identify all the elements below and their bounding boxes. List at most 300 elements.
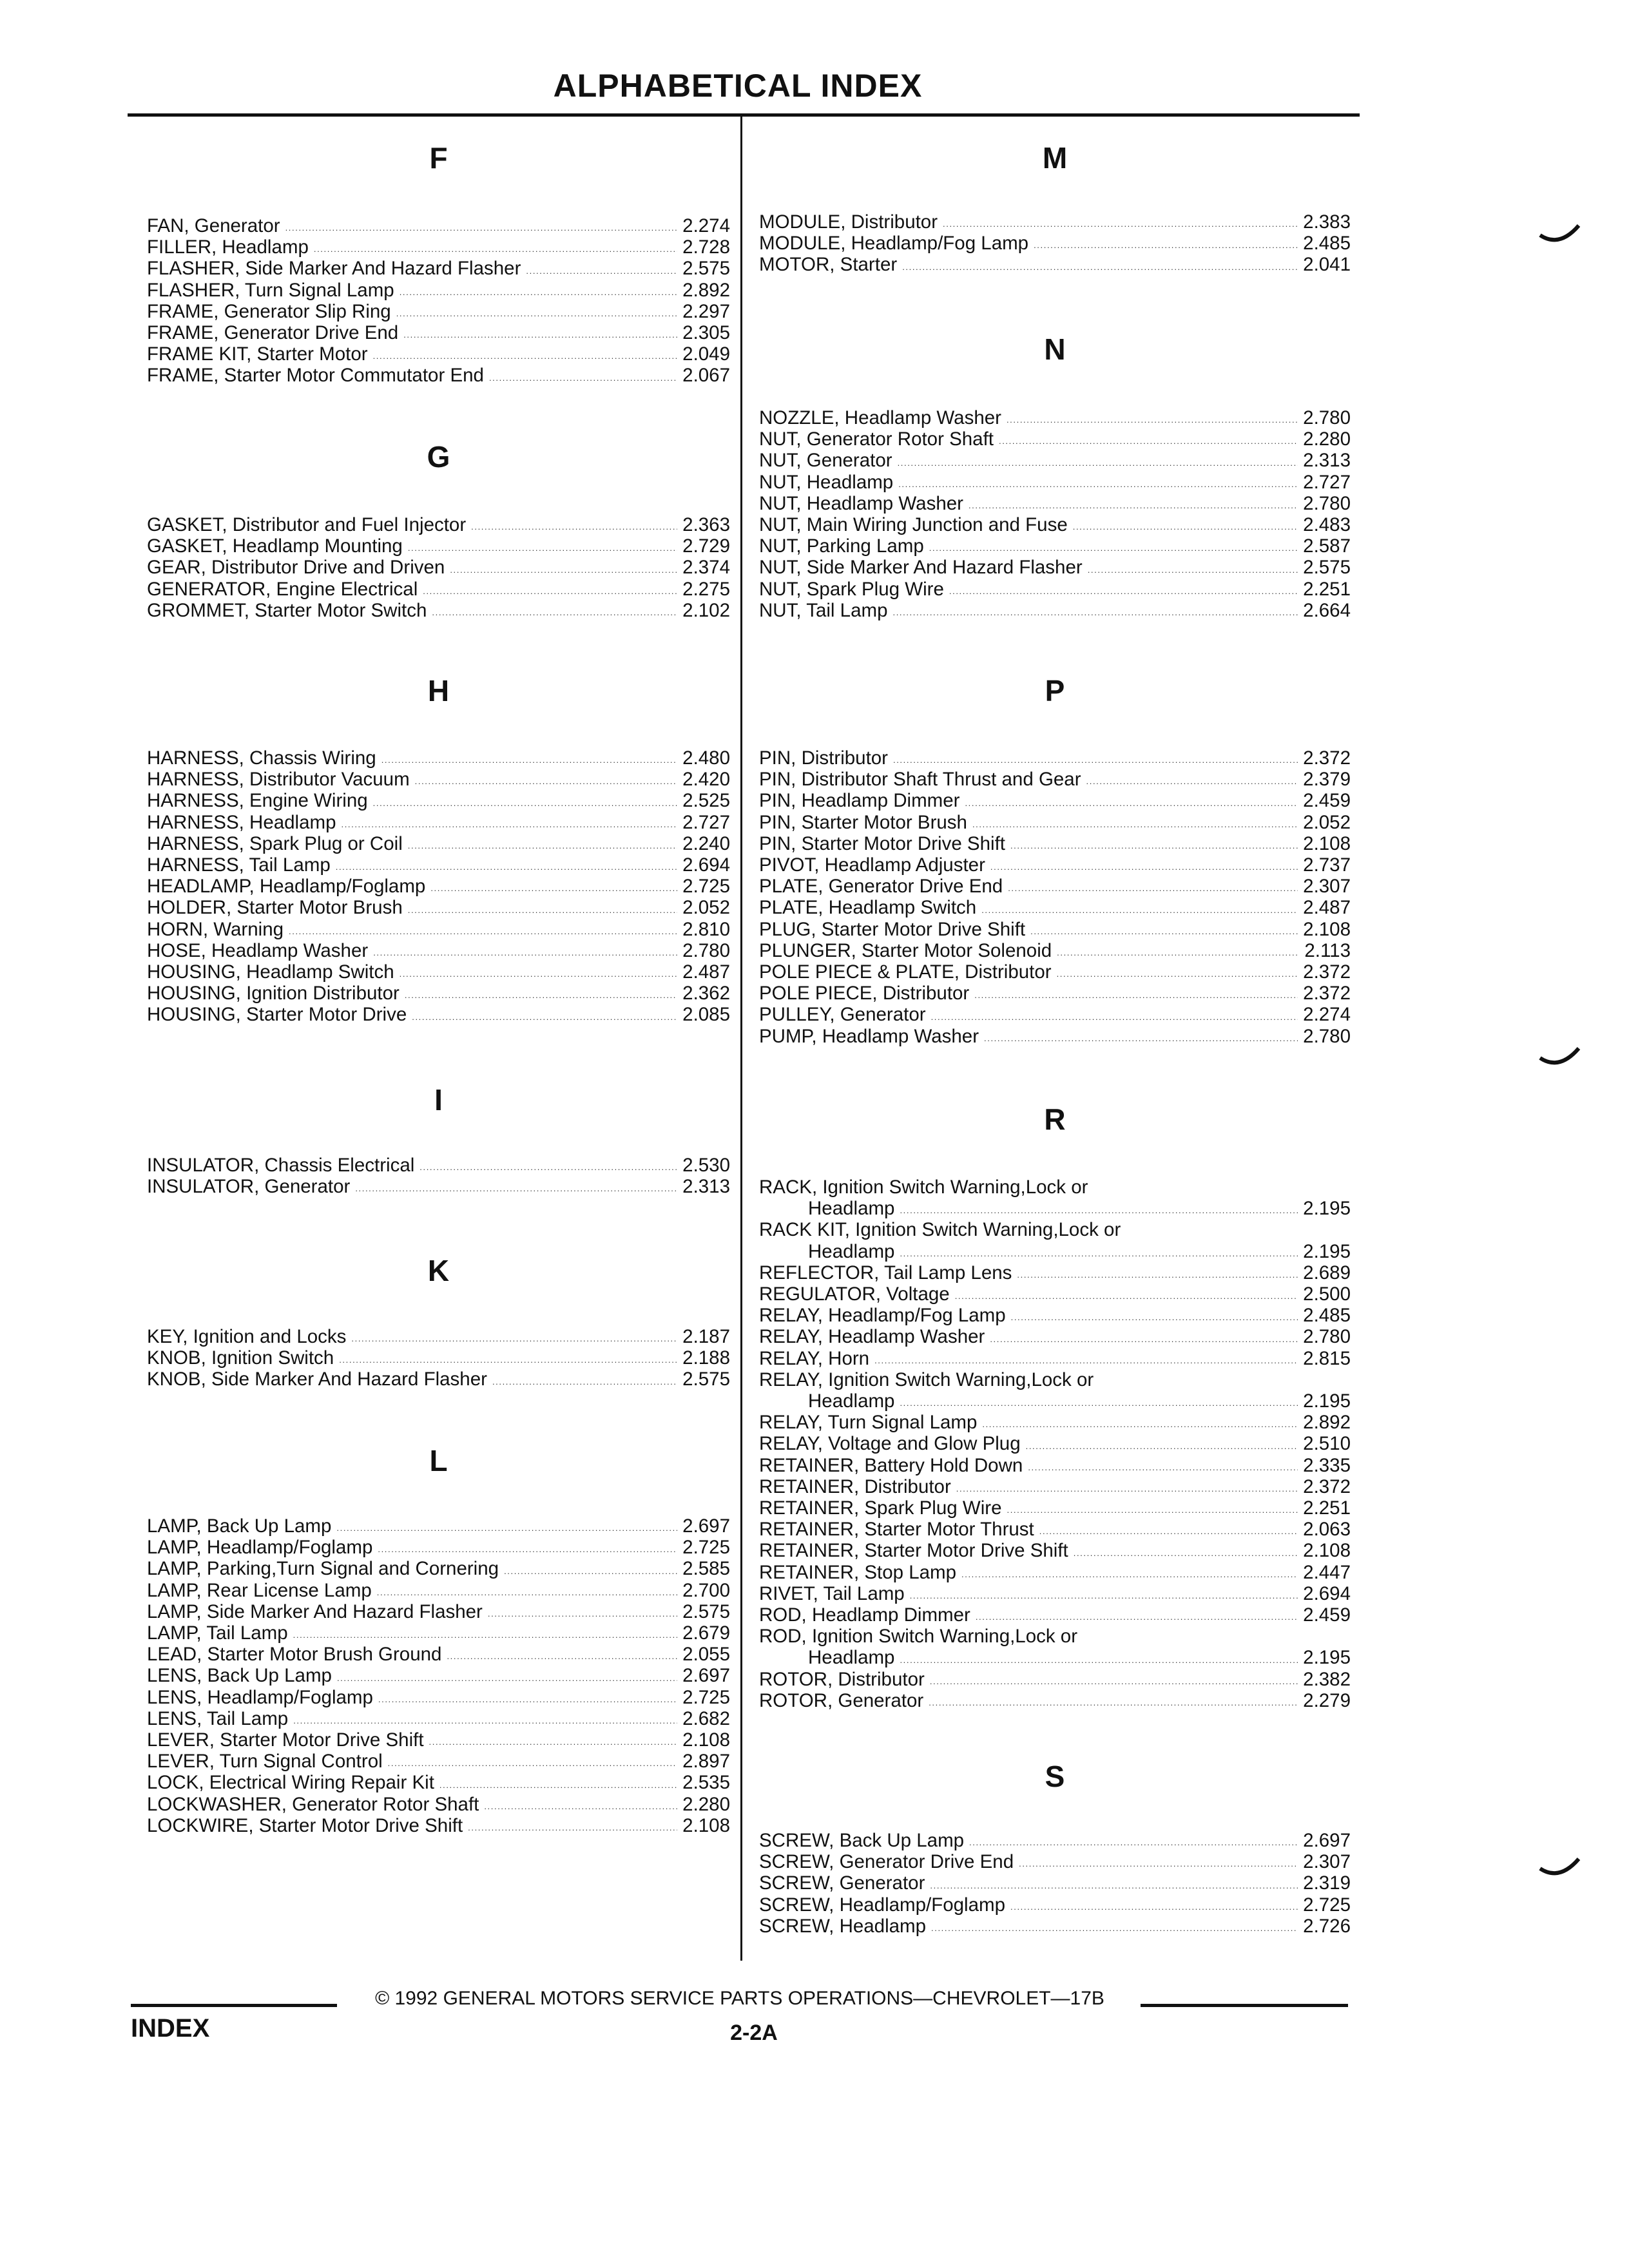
entry-page-number: 2.275 [682,578,730,600]
entry-label: NUT, Generator Rotor Shaft [759,428,994,450]
dot-leader [1073,523,1298,532]
index-entry-continuation [759,1198,1351,1219]
entry-page-number: 2.319 [1303,1872,1351,1894]
entry-page-number: 2.447 [1303,1561,1351,1583]
footer-copyright: © 1992 GENERAL MOTORS SERVICE PARTS OPERATIONS—CHEVROLET—17B [375,1988,1104,2009]
entry-label: PIN, Starter Motor Drive Shift [759,832,1005,854]
index-entry [759,876,1351,897]
section-letter-p: P [1045,674,1065,707]
entry-label: PLATE, Generator Drive End [759,876,1003,898]
dot-leader [450,566,677,575]
dot-leader [526,267,677,276]
entry-page-number: 2.694 [1303,1582,1351,1604]
dot-leader [488,1610,677,1619]
index-entry [147,1708,730,1729]
dot-leader [900,1656,1298,1665]
index-entry [147,1794,730,1815]
entry-page-number: 2.510 [1303,1433,1351,1455]
dot-leader [984,1034,1298,1043]
entry-label: KNOB, Ignition Switch [147,1347,334,1369]
dot-leader [1026,1442,1298,1451]
entry-page-number: 2.305 [682,322,730,343]
dot-leader [1017,1271,1298,1280]
entry-page-number: 2.727 [1303,471,1351,493]
entry-label: LAMP, Headlamp/Foglamp [147,1537,373,1559]
section-letter-r: R [1044,1102,1066,1136]
dot-leader [902,263,1298,272]
section-letter-s: S [1045,1760,1065,1793]
entry-page-number: 2.307 [1303,876,1351,898]
entry-label: RELAY, Voltage and Glow Plug [759,1433,1021,1455]
index-entry [147,1537,730,1558]
entry-page-number: 2.726 [1303,1915,1351,1937]
dot-leader [900,1206,1298,1215]
index-entry [759,1177,1351,1198]
index-entry [759,1476,1351,1497]
dot-leader [982,1420,1298,1429]
dot-leader [408,544,677,553]
dot-leader [930,1677,1298,1686]
dot-leader [447,1652,677,1661]
dot-leader [381,756,677,765]
entry-page-number: 2.525 [682,790,730,812]
dot-leader [961,1570,1298,1579]
entry-label: PIN, Starter Motor Brush [759,811,967,833]
dot-leader [293,1716,677,1725]
index-entry [759,1219,1351,1240]
entry-label: RETAINER, Stop Lamp [759,1561,957,1583]
index-entry [759,1326,1351,1347]
entry-page-number: 2.280 [1303,428,1351,450]
dot-leader [1010,1903,1298,1912]
dot-leader [373,799,678,808]
entry-page-number: 2.372 [1303,961,1351,983]
entry-page-number: 2.459 [1303,790,1351,812]
dot-leader [1008,884,1298,893]
entry-page-number: 2.694 [682,854,730,876]
index-entry [759,514,1351,535]
dot-leader [1028,1463,1298,1472]
entry-label: HEADLAMP, Headlamp/Foglamp [147,876,426,898]
index-entry [759,1626,1351,1647]
index-entry [759,769,1351,790]
entry-label: FLASHER, Turn Signal Lamp [147,279,394,301]
dot-leader [1074,1549,1298,1558]
dot-leader [965,799,1298,808]
entry-label: REGULATOR, Voltage [759,1283,950,1305]
entry-page-number: 2.113 [1304,939,1351,961]
index-entry [147,1772,730,1793]
dot-leader [484,1802,677,1811]
entry-page-number: 2.725 [682,1537,730,1559]
index-entry [759,428,1351,450]
dot-leader [400,288,677,297]
entry-label-continued: Headlamp [808,1390,895,1412]
entry-label: RETAINER, Distributor [759,1475,951,1497]
entry-page-number: 2.697 [682,1515,730,1537]
entry-page-number: 2.725 [682,876,730,898]
index-entry [147,833,730,854]
dot-leader [990,1335,1298,1344]
entry-label: NUT, Spark Plug Wire [759,578,944,600]
entry-page-number: 2.240 [682,832,730,854]
entry-page-number: 2.575 [682,258,730,280]
dot-leader [1007,1506,1298,1515]
entry-label: HARNESS, Chassis Wiring [147,747,376,769]
entry-label: LENS, Headlamp/Foglamp [147,1686,373,1708]
index-entry [759,472,1351,493]
entry-label: LENS, Tail Lamp [147,1707,289,1729]
dot-leader [874,1356,1298,1365]
entry-label: SCREW, Generator Drive End [759,1851,1014,1873]
index-entry [147,280,730,301]
entry-label: RIVET, Tail Lamp [759,1582,905,1604]
entry-label: LOCKWIRE, Starter Motor Drive Shift [147,1814,463,1836]
index-entry [147,215,730,236]
index-entry [147,961,730,983]
dot-leader [378,1545,677,1554]
entry-label: REFLECTOR, Tail Lamp Lens [759,1262,1012,1283]
dot-leader [429,1738,678,1747]
entry-page-number: 2.729 [682,535,730,557]
index-entry [759,940,1351,961]
entry-page-number: 2.280 [682,1793,730,1815]
index-entry [147,1004,730,1025]
index-entry [147,1558,730,1579]
dot-leader [1086,777,1298,786]
index-entry [147,322,730,343]
page-title: ALPHABETICAL INDEX [553,68,923,104]
entry-label: HARNESS, Engine Wiring [147,790,368,812]
index-entry [147,1644,730,1665]
dot-leader [931,1013,1298,1022]
entry-label: NUT, Side Marker And Hazard Flasher [759,557,1083,579]
entry-label: FLASHER, Side Marker And Hazard Flasher [147,258,521,280]
entry-label: SCREW, Headlamp/Foglamp [759,1894,1006,1916]
entry-page-number: 2.585 [682,1558,730,1580]
entry-page-number: 2.459 [1303,1604,1351,1626]
index-entry [759,1026,1351,1047]
index-entry [147,1687,730,1708]
entry-label: INSULATOR, Chassis Electrical [147,1155,415,1176]
entry-page-number: 2.108 [682,1729,730,1751]
entry-label: FAN, Generator [147,215,280,236]
entry-label: RELAY, Headlamp Washer [759,1326,985,1348]
section-letter-k: K [427,1254,450,1287]
entry-label: POLE PIECE, Distributor [759,983,970,1004]
entry-label: PLATE, Headlamp Switch [759,897,977,919]
entry-label: LOCK, Electrical Wiring Repair Kit [147,1772,434,1794]
index-entry [147,1580,730,1601]
entry-label: PIVOT, Headlamp Adjuster [759,854,985,876]
entry-page-number: 2.085 [682,1004,730,1026]
entry-label-continued: Headlamp [808,1198,895,1220]
entry-page-number: 2.535 [682,1772,730,1794]
entry-page-number: 2.372 [1303,1475,1351,1497]
dot-leader [949,587,1298,596]
index-entry [147,600,730,621]
entry-page-number: 2.251 [1303,578,1351,600]
entry-label: NUT, Headlamp [759,471,894,493]
entry-label: SCREW, Back Up Lamp [759,1830,965,1851]
entry-page-number: 2.374 [682,557,730,579]
index-entry [759,833,1351,854]
entry-label-continued: Headlamp [808,1647,895,1669]
index-entry [759,1540,1351,1561]
dot-leader [419,1163,677,1172]
index-entry [759,1916,1351,1937]
entry-label: LAMP, Tail Lamp [147,1622,288,1644]
index-entry [147,514,730,535]
dot-leader [430,884,677,893]
entry-page-number: 2.500 [1303,1283,1351,1305]
entry-page-number: 2.307 [1303,1851,1351,1873]
index-entry [147,1601,730,1622]
entry-page-number: 2.815 [1303,1347,1351,1369]
entry-label: MODULE, Headlamp/Fog Lamp [759,233,1029,255]
entry-label: MODULE, Distributor [759,211,938,233]
dot-leader [408,841,677,850]
index-entry [147,1815,730,1836]
entry-page-number: 2.335 [1303,1454,1351,1476]
index-entry [147,940,730,961]
dot-leader [929,544,1298,553]
dot-leader [910,1591,1298,1600]
index-entry [759,1455,1351,1476]
entry-label: GENERATOR, Engine Electrical [147,578,418,600]
entry-page-number: 2.188 [682,1347,730,1369]
index-entry [147,301,730,322]
index-entry [147,236,730,258]
entry-page-number: 2.575 [1303,557,1351,579]
entry-label: HOUSING, Starter Motor Drive [147,1004,407,1026]
dot-leader [1088,566,1298,575]
dot-leader [373,948,677,957]
dot-leader [285,224,678,233]
entry-page-number: 2.108 [1303,918,1351,940]
entry-label: ROD, Ignition Switch Warning,Lock or [759,1626,1078,1648]
index-entry [759,1894,1351,1916]
entry-page-number: 2.108 [682,1814,730,1836]
index-entry [147,1515,730,1537]
dot-leader [351,1334,677,1343]
index-entry [759,407,1351,428]
index-entry [759,1433,1351,1454]
entry-page-number: 2.195 [1303,1390,1351,1412]
dot-leader [373,352,678,361]
index-entry [759,1497,1351,1519]
index-entry [759,1348,1351,1369]
section-letter-h: H [427,674,450,707]
entry-page-number: 2.195 [1303,1240,1351,1262]
dot-leader [1007,416,1298,425]
dot-leader [355,1184,677,1193]
entry-label: LEVER, Turn Signal Control [147,1751,383,1773]
entry-label: NOZZLE, Headlamp Washer [759,407,1001,428]
dot-leader [969,1838,1298,1847]
index-entry [759,961,1351,983]
scan-tick-mark [1537,1045,1582,1071]
dot-leader [943,220,1298,229]
index-entry [147,579,730,600]
index-entry [759,897,1351,918]
entry-page-number: 2.382 [1303,1668,1351,1690]
dot-leader [893,756,1298,765]
entry-label: HARNESS, Spark Plug or Coil [147,832,403,854]
dot-leader [504,1567,677,1576]
entry-page-number: 2.067 [682,365,730,387]
entry-label: GROMMET, Starter Motor Switch [147,599,427,621]
dot-leader [981,906,1298,915]
entry-page-number: 2.700 [682,1579,730,1601]
dot-leader [956,1485,1298,1494]
entry-page-number: 2.780 [1303,492,1351,514]
entry-label: LOCKWASHER, Generator Rotor Shaft [147,1793,479,1815]
entry-label: LAMP, Parking,Turn Signal and Cornering [147,1558,499,1580]
entry-label: INSULATOR, Generator [147,1176,351,1198]
entry-page-number: 2.363 [682,514,730,535]
entry-label: LAMP, Side Marker And Hazard Flasher [147,1600,483,1622]
entry-page-number: 2.727 [682,811,730,833]
entry-page-number: 2.780 [1303,407,1351,428]
dot-leader [900,1399,1298,1408]
entry-label: FILLER, Headlamp [147,236,309,258]
dot-leader [336,863,677,872]
dot-leader [1011,1313,1298,1322]
index-entry [759,1604,1351,1626]
entry-page-number: 2.664 [1303,599,1351,621]
dot-leader [432,608,677,617]
index-entry [759,983,1351,1004]
dot-leader [892,608,1298,617]
entry-page-number: 2.487 [1303,897,1351,919]
index-entry [147,365,730,386]
dot-leader [336,1524,677,1533]
index-entry [759,1412,1351,1433]
entry-label: FRAME KIT, Starter Motor [147,343,368,365]
footer-rule-left [131,2004,337,2007]
entry-label: KEY, Ignition and Locks [147,1326,347,1347]
dot-leader [289,927,677,936]
entry-page-number: 2.313 [1303,450,1351,472]
entry-page-number: 2.483 [1303,514,1351,535]
entry-page-number: 2.251 [1303,1497,1351,1519]
column-divider [740,117,742,1961]
index-entry [759,1283,1351,1305]
index-entry [759,600,1351,621]
index-entry [759,233,1351,254]
index-entry [759,254,1351,275]
scan-tick-mark [1537,222,1582,248]
dot-leader [403,331,677,340]
index-entry [759,450,1351,471]
entry-page-number: 2.728 [682,236,730,258]
index-entry [147,1176,730,1197]
entry-page-number: 2.682 [682,1707,730,1729]
entry-page-number: 2.420 [682,769,730,791]
dot-leader [999,437,1298,446]
dot-leader [405,991,677,1000]
entry-label: SCREW, Headlamp [759,1915,927,1937]
index-entry [147,343,730,365]
dot-leader [1010,841,1298,850]
entry-label: PULLEY, Generator [759,1004,926,1026]
index-entry-continuation [759,1390,1351,1412]
dot-leader [931,1924,1298,1933]
entry-label: RETAINER, Starter Motor Drive Shift [759,1540,1068,1562]
entry-label: NUT, Generator [759,450,892,472]
entry-page-number: 2.108 [1303,832,1351,854]
index-entry [147,258,730,279]
entry-page-number: 2.697 [682,1665,730,1687]
entry-page-number: 2.697 [1303,1830,1351,1851]
entry-label: LAMP, Rear License Lamp [147,1579,372,1601]
entry-label: NUT, Parking Lamp [759,535,924,557]
entry-page-number: 2.725 [1303,1894,1351,1916]
dot-leader [898,480,1298,489]
dot-leader [468,1823,677,1832]
dot-leader [377,1588,677,1597]
index-entry [147,1369,730,1390]
entry-page-number: 2.892 [1303,1412,1351,1434]
entry-page-number: 2.575 [682,1600,730,1622]
entry-label: HOSE, Headlamp Washer [147,939,369,961]
entry-label: PIN, Headlamp Dimmer [759,790,960,812]
entry-label: ROTOR, Generator [759,1689,924,1711]
entry-page-number: 2.102 [682,599,730,621]
entry-page-number: 2.530 [682,1155,730,1176]
dot-leader [293,1631,678,1640]
entry-page-number: 2.195 [1303,1647,1351,1669]
entry-label: PIN, Distributor [759,747,888,769]
index-entry [759,1369,1351,1390]
entry-page-number: 2.780 [1303,1025,1351,1047]
entry-label: PLUNGER, Starter Motor Solenoid [759,939,1052,961]
entry-page-number: 2.780 [1303,1326,1351,1348]
entry-label: RELAY, Horn [759,1347,870,1369]
entry-label: HARNESS, Distributor Vacuum [147,769,410,791]
dot-leader [337,1674,677,1683]
index-entry [759,747,1351,769]
dot-leader [974,991,1298,1000]
index-entry [759,493,1351,514]
index-entry [759,1690,1351,1711]
entry-page-number: 2.362 [682,983,730,1004]
index-entry [759,1519,1351,1540]
dot-leader [929,1698,1298,1707]
entry-label: LEVER, Starter Motor Drive Shift [147,1729,424,1751]
entry-label: NUT, Headlamp Washer [759,492,963,514]
index-entry [147,557,730,578]
dot-leader [408,906,677,915]
dot-leader [314,245,677,254]
entry-label: HARNESS, Headlamp [147,811,336,833]
section-letter-m: M [1042,141,1068,175]
entry-page-number: 2.274 [1303,1004,1351,1026]
entry-label: HOUSING, Ignition Distributor [147,983,400,1004]
dot-leader [423,587,677,596]
dot-leader [415,777,678,786]
section-letter-f: F [429,141,448,175]
index-entry [147,769,730,790]
entry-page-number: 2.892 [682,279,730,301]
section-letter-g: G [427,440,450,474]
entry-page-number: 2.737 [1303,854,1351,876]
entry-page-number: 2.575 [682,1369,730,1390]
entry-page-number: 2.487 [682,961,730,983]
index-entry [759,919,1351,940]
dot-leader [1034,241,1298,250]
